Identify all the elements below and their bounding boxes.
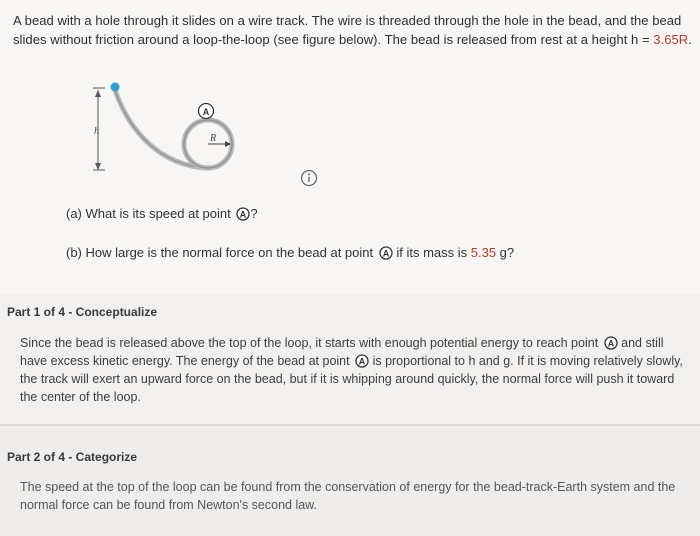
loop-the-loop-figure <box>88 78 248 178</box>
part-1-panel <box>0 294 700 424</box>
part-1-title: Part 1 of 4 - Conceptualize <box>7 305 158 319</box>
point-a-letter: A <box>202 107 210 117</box>
mass-value: 5.35 <box>470 245 497 260</box>
height-value: 3.65R <box>653 32 689 47</box>
svg-text:A: A <box>382 248 389 259</box>
svg-text:A: A <box>358 356 366 367</box>
intro-text: A bead with a hole through it slides on a wire track. The wire is threaded through the hole in the bead, and the bead slides without friction around a loop-the-loop (see figure below). The bead is released from rest at a height h = <box>13 13 682 47</box>
part-2-title: Part 2 of 4 - Categorize <box>7 450 138 464</box>
part-1-text: Since the bead is released above the top of the loop, it starts with enough potential energy to reach point A and still have excess kinetic energy. The energy of the bead at point A is proportional to h and g. If it is moving relatively slowly, the track will exert an upward force on the bead, but if it is whipping around quickly, the normal force will push it toward the center of the loop. <box>20 336 683 404</box>
svg-text:A: A <box>240 209 247 220</box>
point-a-icon <box>236 207 250 221</box>
svg-text:A: A <box>607 338 614 349</box>
part-2-panel <box>0 424 700 536</box>
track-descent <box>115 90 208 168</box>
height-arrow-bottom <box>95 163 101 170</box>
question-a: (a) What is its speed at point A ? <box>66 206 258 221</box>
info-icon[interactable] <box>300 169 318 187</box>
problem-intro <box>13 11 697 49</box>
point-a-icon <box>604 336 618 350</box>
part-2-text: The speed at the top of the loop can be found from the conservation of energy for the bead-track-Earth system and the normal force can be found from Newton's second law. <box>20 480 676 512</box>
intro-period: . <box>688 32 692 47</box>
point-a-icon <box>379 246 393 260</box>
point-a-icon <box>355 354 369 368</box>
question-b: (b) How large is the normal force on the bead at point A if its mass is 5.35 g? <box>66 245 515 260</box>
label-R: R <box>210 133 217 144</box>
bead <box>111 83 120 92</box>
label-h: h <box>94 126 99 137</box>
height-arrow-top <box>95 90 101 97</box>
